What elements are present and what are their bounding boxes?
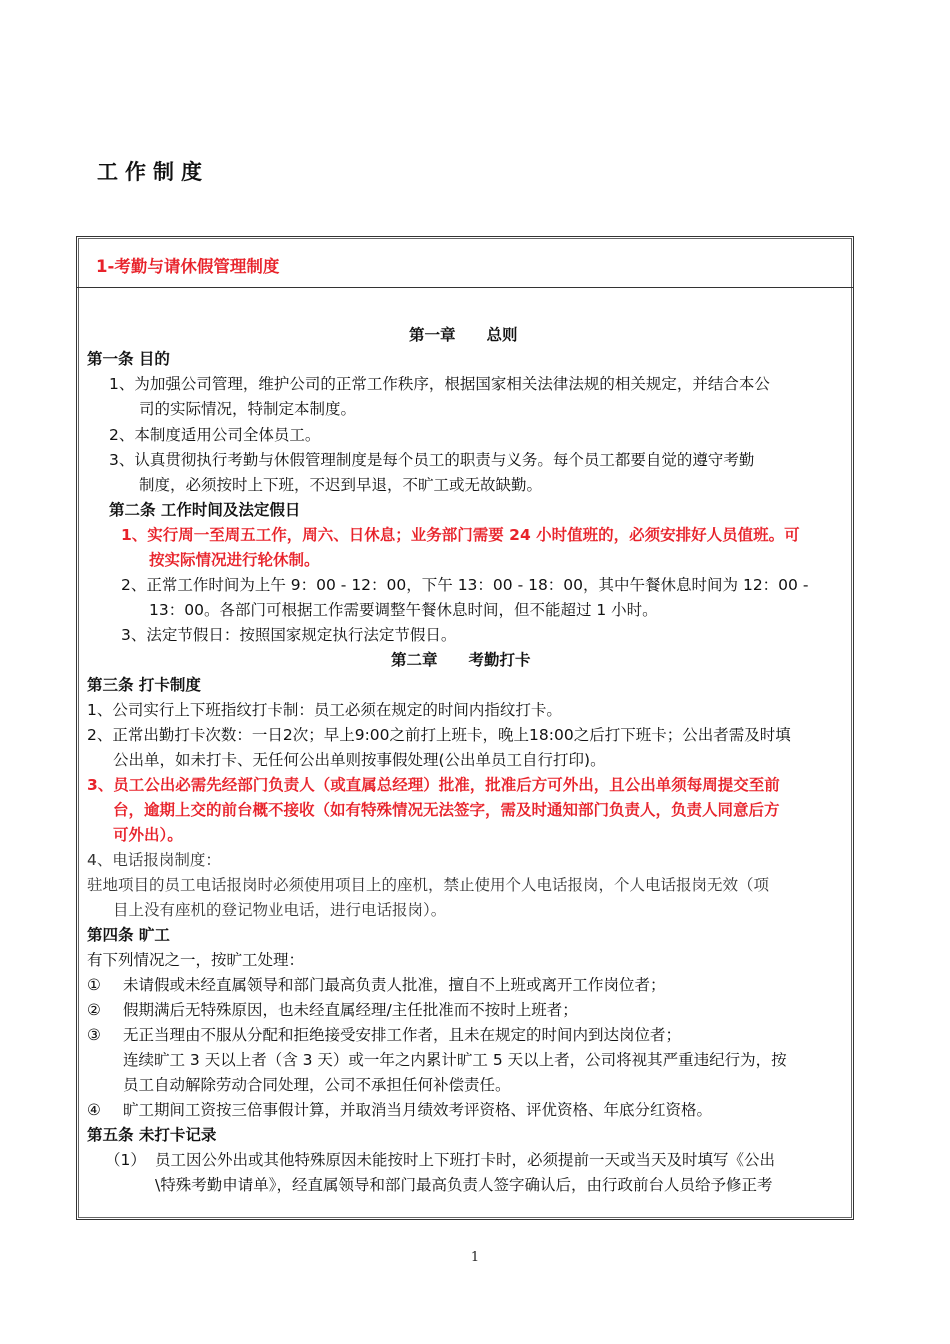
article-4-item-2: 假期满后无特殊原因，也未经直属经理/主任批准而不按时上班者； [123,1001,578,1019]
section-title: 1-考勤与请休假管理制度 [96,257,280,276]
article-4-item-4: 旷工期间工资按三倍事假计算，并取消当月绩效考评资格、评优资格、年底分红资格。 [123,1101,713,1119]
article-5-item-1-cont: \特殊考勤申请单》，经直属领导和部门最高负责人签字确认后，由行政前台人员给予修正考 [155,1176,773,1194]
article-5-title: 第五条 未打卡记录 [87,1126,217,1144]
article-3-item-4: 4、电话报岗制度： [87,851,221,869]
article-3-item-3-cont2: 可外出）。 [113,826,183,844]
article-5-item-1: 员工因公外出或其他特殊原因未能按时上下班打卡时，必须提前一天或当天及时填写《公出 [155,1151,776,1169]
article-1-item-1: 1、为加强公司管理，维护公司的正常工作秩序，根据国家相关法律法规的相关规定，并结合本公 [109,375,770,393]
article-3-item-1: 1、公司实行上下班指纹打卡制：员工必须在规定的时间内指纹打卡。 [87,701,562,719]
article-4-marker-4: ④ [87,1101,101,1119]
article-2-item-1: 1、实行周一至周五工作，周六、日休息；业务部门需要 24 小时值班的，必须安排好人员值班。可 [121,526,800,544]
article-4-item-1: 未请假或未经直属领导和部门最高负责人批准，擅自不上班或离开工作岗位者； [123,976,666,994]
chapter-1-heading: 第一章 总则 [409,326,518,344]
article-1-item-3-cont: 制度，必须按时上下班，不迟到早退，不旷工或无故缺勤。 [139,476,543,494]
article-2-item-3: 3、法定节假日：按照国家规定执行法定节假日。 [121,626,457,644]
article-1-item-3: 3、认真贯彻执行考勤与休假管理制度是每个员工的职责与义务。每个员工都要自觉的遵守考勤 [109,451,755,469]
article-1-item-1-cont: 司的实际情况，特制定本制度。 [139,400,357,418]
article-2-item-2-cont: 13：00。各部门可根据工作需要调整午餐休息时间，但不能超过 1 小时。 [149,601,658,619]
article-3-item-2: 2、正常出勤打卡次数：一日2次；早上9:00之前打上班卡，晚上18:00之后打下班卡；公出者需及时填 [87,726,791,744]
article-4-title: 第四条 旷工 [87,926,170,944]
article-3-item-4-body-cont: 目上没有座机的登记物业电话，进行电话报岗）。 [113,901,447,919]
article-4-intro: 有下列情况之一，按旷工处理： [87,951,305,969]
article-4-marker-3: ③ [87,1026,101,1044]
article-3-item-3-cont: 台，逾期上交的前台概不接收（如有特殊情况无法签字，需及时通知部门负责人，负责人同意后方 [113,801,780,819]
article-4-item-3: 无正当理由不服从分配和拒绝接受安排工作者，且未在规定的时间内到达岗位者； [123,1026,682,1044]
policy-frame [76,236,854,1220]
article-3-title: 第三条 打卡制度 [87,676,201,694]
article-2-item-2: 2、正常工作时间为上午 9：00 - 12：00，下午 13：00 - 18：00，其中午餐休息时间为 12：00 - [121,576,809,594]
article-4-marker-2: ② [87,1001,101,1019]
page-number: 1 [470,1250,480,1265]
article-2-title: 第二条 工作时间及法定假日 [109,501,301,519]
article-1-item-2: 2、本制度适用公司全体员工。 [109,426,321,444]
article-4-item-3-cont2: 员工自动解除劳动合同处理，公司不承担任何补偿责任。 [123,1076,511,1094]
article-3-item-4-body: 驻地项目的员工电话报岗时必须使用项目上的座机，禁止使用个人电话报岗，个人电话报岗无效（项 [87,876,770,894]
article-1-title: 第一条 目的 [87,350,170,368]
article-3-item-3: 3、员工公出必需先经部门负责人（或直属总经理）批准，批准后方可外出，且公出单须每周提交至前 [87,776,780,794]
section-header [77,237,853,288]
article-2-item-1-cont: 按实际情况进行轮休制。 [149,551,320,569]
document-title: 工作制度 [97,160,209,184]
chapter-2-heading: 第二章 考勤打卡 [391,651,531,669]
article-5-marker-1: （1） [105,1151,146,1169]
article-3-item-2-cont: 公出单，如未打卡、无任何公出单则按事假处理(公出单员工自行打印)。 [113,751,606,769]
article-4-item-3-cont: 连续旷工 3 天以上者（含 3 天）或一年之内累计旷工 5 天以上者，公司将视其严重违纪行为，按 [123,1051,787,1069]
article-4-marker-1: ① [87,976,101,994]
